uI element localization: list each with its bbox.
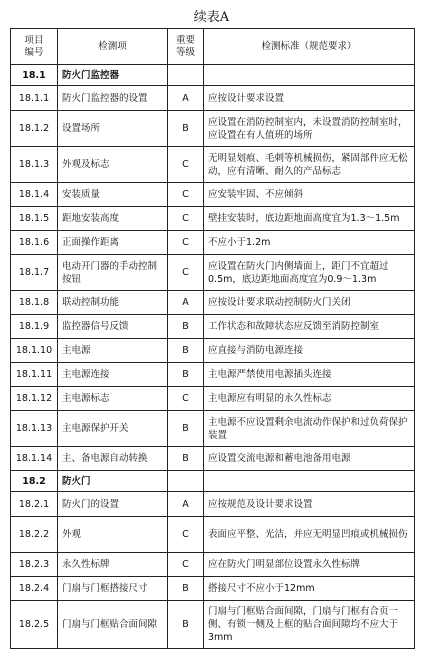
- cell-level: [168, 65, 204, 86]
- cell-code: 18.1.9: [11, 315, 58, 339]
- cell-standard: 无明显划痕、毛刺等机械损伤，紧固部件应无松动，应有清晰、耐久的产品标志: [204, 147, 415, 183]
- table-row: [11, 147, 415, 183]
- cell-level: [168, 471, 204, 492]
- table-row: [11, 339, 415, 363]
- cell-code: 18.1.11: [11, 363, 58, 387]
- table-row: [11, 231, 415, 255]
- table-row: [11, 315, 415, 339]
- cell-item: 防火门的设置: [58, 492, 168, 517]
- cell-standard: 主电源严禁使用电源插头连接: [204, 363, 415, 387]
- cell-level: C: [168, 183, 204, 207]
- cell-code: 18.1.14: [11, 447, 58, 471]
- cell-code: 18.1.7: [11, 255, 58, 291]
- cell-code: 18.1.10: [11, 339, 58, 363]
- cell-level: C: [168, 517, 204, 553]
- cell-level: C: [168, 255, 204, 291]
- table-row: [11, 86, 415, 111]
- table-row: [11, 207, 415, 231]
- cell-code: 18.1.6: [11, 231, 58, 255]
- header-code: [11, 29, 58, 65]
- cell-level: A: [168, 291, 204, 315]
- cell-level: B: [168, 447, 204, 471]
- header-standard: 检测标准（规范要求）: [204, 29, 415, 65]
- cell-code: 18.2: [11, 471, 58, 492]
- cell-standard: 表面应平整、光洁，并应无明显凹痕或机械损伤: [204, 517, 415, 553]
- cell-standard: 工作状态和故障状态应反馈至消防控制室: [204, 315, 415, 339]
- table-row: [11, 363, 415, 387]
- cell-item: 安装质量: [58, 183, 168, 207]
- cell-standard: 应按设计要求设置: [204, 86, 415, 111]
- header-level-line1: 重要: [175, 34, 195, 46]
- cell-level: B: [168, 363, 204, 387]
- table-row: [11, 517, 415, 553]
- cell-code: 18.1: [11, 65, 58, 86]
- cell-level: A: [168, 86, 204, 111]
- cell-level: C: [168, 207, 204, 231]
- cell-standard: 不应小于1.2m: [204, 231, 415, 255]
- cell-item: 主电源标志: [58, 387, 168, 411]
- cell-level: B: [168, 111, 204, 147]
- cell-item: 电动开门器的手动控制按钮: [58, 255, 168, 291]
- cell-level: A: [168, 492, 204, 517]
- cell-item: 门扇与门框贴合面间隙: [58, 601, 168, 649]
- cell-code: 18.1.12: [11, 387, 58, 411]
- cell-level: B: [168, 339, 204, 363]
- section-row: [11, 65, 415, 86]
- cell-standard: 应设置交流电源和蓄电池备用电源: [204, 447, 415, 471]
- table-row: [11, 411, 415, 447]
- cell-standard: 主电源不应设置剩余电流动作保护和过负荷保护装置: [204, 411, 415, 447]
- table-row: [11, 577, 415, 601]
- cell-standard: 应设置在防火门内侧墙面上，距门不宜超过0.5m，底边距地面高度宜为0.9～1.3m: [204, 255, 415, 291]
- cell-code: 18.1.13: [11, 411, 58, 447]
- cell-item: 外观: [58, 517, 168, 553]
- cell-standard: 应直接与消防电源连接: [204, 339, 415, 363]
- header-code-line2: 编号: [24, 46, 44, 58]
- cell-code: 18.1.2: [11, 111, 58, 147]
- cell-standard: 应按设计要求联动控制防火门关闭: [204, 291, 415, 315]
- cell-item: 主电源: [58, 339, 168, 363]
- cell-item: 距地安装高度: [58, 207, 168, 231]
- cell-item: 外观及标志: [58, 147, 168, 183]
- cell-standard: 应设置在消防控制室内，未设置消防控制室时，应设置在有人值班的场所: [204, 111, 415, 147]
- cell-item: 联动控制功能: [58, 291, 168, 315]
- cell-item: 防火门监控器: [58, 65, 168, 86]
- cell-level: B: [168, 577, 204, 601]
- cell-standard: 应按规范及设计要求设置: [204, 492, 415, 517]
- table-caption: 续表A: [193, 10, 230, 25]
- cell-standard: 门扇与门框贴合面间隙，门扇与门框有合页一侧、有锁一侧及上框的贴合面间隙均不应大于3mm: [204, 601, 415, 649]
- cell-standard: 壁挂安装时，底边距地面高度宜为1.3～1.5m: [204, 207, 415, 231]
- header-row: [11, 29, 415, 65]
- table-row: [11, 601, 415, 649]
- cell-standard: [204, 65, 415, 86]
- cell-code: 18.1.8: [11, 291, 58, 315]
- cell-level: C: [168, 387, 204, 411]
- header-code-line1: 项目: [24, 34, 44, 46]
- table-row: [11, 387, 415, 411]
- cell-level: C: [168, 231, 204, 255]
- cell-item: 永久性标牌: [58, 553, 168, 577]
- cell-code: 18.2.2: [11, 517, 58, 553]
- cell-code: 18.1.5: [11, 207, 58, 231]
- cell-level: B: [168, 315, 204, 339]
- cell-code: 18.1.3: [11, 147, 58, 183]
- cell-code: 18.1.1: [11, 86, 58, 111]
- header-level-line2: 等级: [175, 46, 195, 58]
- cell-item: 主电源保护开关: [58, 411, 168, 447]
- table-row: [11, 255, 415, 291]
- cell-item: 主、备电源自动转换: [58, 447, 168, 471]
- cell-level: B: [168, 411, 204, 447]
- table-row: [11, 447, 415, 471]
- cell-code: 18.2.5: [11, 601, 58, 649]
- cell-item: 设置场所: [58, 111, 168, 147]
- cell-code: 18.2.3: [11, 553, 58, 577]
- cell-item: 正面操作距离: [58, 231, 168, 255]
- cell-item: 监控器信号反馈: [58, 315, 168, 339]
- cell-item: 防火门监控器的设置: [58, 86, 168, 111]
- table-row: [11, 492, 415, 517]
- section-row: [11, 471, 415, 492]
- cell-standard: 搭接尺寸不应小于12mm: [204, 577, 415, 601]
- cell-level: B: [168, 601, 204, 649]
- cell-item: 防火门: [58, 471, 168, 492]
- cell-standard: [204, 471, 415, 492]
- header-item: 检测项: [58, 29, 168, 65]
- cell-code: 18.2.4: [11, 577, 58, 601]
- cell-level: C: [168, 147, 204, 183]
- cell-level: C: [168, 553, 204, 577]
- table-row: [11, 183, 415, 207]
- table-row: [11, 291, 415, 315]
- cell-code: 18.1.4: [11, 183, 58, 207]
- table-body: [11, 65, 415, 649]
- cell-standard: 应安装牢固、不应倾斜: [204, 183, 415, 207]
- inspection-table: [10, 28, 415, 649]
- cell-code: 18.2.1: [11, 492, 58, 517]
- table-row: [11, 553, 415, 577]
- cell-standard: 主电源应有明显的永久性标志: [204, 387, 415, 411]
- table-row: [11, 111, 415, 147]
- cell-item: 门扇与门框搭接尺寸: [58, 577, 168, 601]
- header-level: [168, 29, 204, 65]
- cell-standard: 应在防火门明显部位设置永久性标牌: [204, 553, 415, 577]
- cell-item: 主电源连接: [58, 363, 168, 387]
